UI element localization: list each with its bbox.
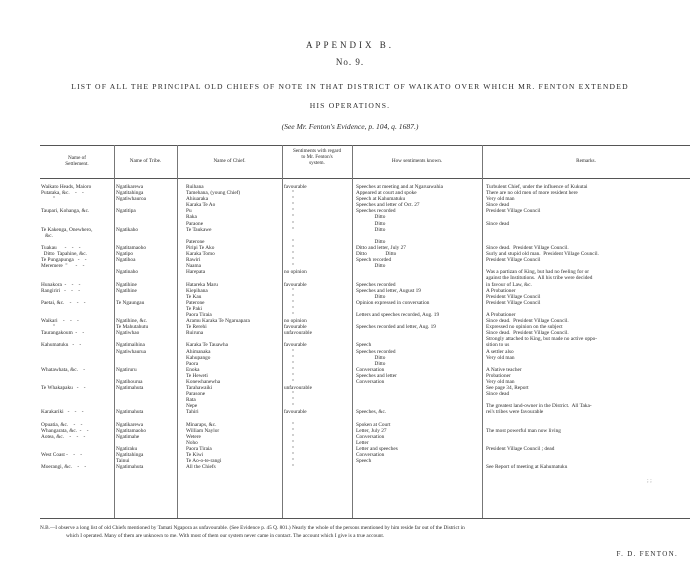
tribe-column	[116, 184, 176, 470]
how-cell: Speeches and letter, August 19	[356, 287, 421, 294]
chief-cell: Ahiuaraka	[186, 196, 209, 203]
how-cell: Speech at Kahumatuku	[356, 196, 406, 203]
how-cell: Ditto	[356, 293, 386, 300]
tribe-cell: Ngatimahuta	[116, 409, 144, 416]
footnote-line: N.B.—I observe a long list of old Chiefs mentioned by Tamati Ngapora as unfavourable. (See Evidence p. 45 Q. 801.) Nearly the whole of the persons mentioned by him reside far out of the District in	[40, 525, 465, 531]
tribe-cell: Ngatimahuta	[116, 464, 144, 471]
remarks-cell: Very old man	[486, 354, 515, 361]
tribe-cell: Ngatitahinga	[116, 452, 144, 459]
tribe-cell: Ngatihine	[116, 281, 137, 288]
chief-column	[186, 184, 281, 470]
how-cell: Speeches recorded	[356, 348, 396, 355]
how-cell: Speeches recorded	[356, 281, 396, 288]
sentiments-cell: "	[284, 366, 295, 373]
sentiments-cell: favourable	[284, 281, 307, 288]
tribe-cell: Ngatiruru	[116, 366, 137, 373]
sentiments-cell: "	[284, 433, 295, 440]
how-known-column	[356, 184, 481, 470]
chief-cell: Rawiri	[186, 257, 201, 264]
remarks-cell: A Probationer	[486, 287, 516, 294]
tribe-cell: Ngatikarewa	[116, 421, 144, 428]
how-cell: Opinion expressed in conversation	[356, 299, 430, 306]
sentiments-cell: "	[284, 458, 295, 465]
how-cell: Ditto	[356, 226, 386, 233]
remarks-cell: See Report of meeting at Kahumatuku	[486, 464, 568, 471]
how-cell: Conversation	[356, 433, 385, 440]
how-cell: Ditto	[356, 220, 386, 227]
settlement-cell: Rangiriri - - -	[41, 287, 80, 294]
sentiments-cell: "	[284, 251, 295, 258]
chief-cell: Hatareka Maru	[186, 281, 218, 288]
how-cell: Speech	[356, 342, 372, 349]
margin-mark: ; ;	[647, 478, 652, 484]
footnote	[40, 524, 690, 541]
sentiments-cell: unfavourable	[284, 385, 312, 392]
sentiments-cell: "	[284, 464, 295, 471]
document-title: LIST OF ALL THE PRINCIPAL OLD CHIEFS OF NOTE IN THAT DISTRICT OF WAIKATO OVER WHICH MR. FENTON EXTENDED	[71, 82, 629, 91]
settlement-cell: Waikato Heads, Maioro	[41, 184, 92, 190]
chief-cell: Ruihana	[186, 184, 204, 190]
remarks-cell: against the Institutions. All his tribe were decided	[486, 275, 593, 282]
how-cell: Ditto Ditto	[356, 251, 397, 258]
sentiments-cell: "	[284, 196, 295, 203]
how-cell: Conversation	[356, 366, 385, 373]
remarks-cell: Since dead	[486, 202, 510, 209]
chief-cell: Paora Tiraia	[186, 446, 212, 453]
sentiments-cell: "	[284, 446, 295, 453]
chief-cell: Aramu Karaka Te Ngaruapara	[186, 318, 250, 325]
tribe-cell: Ngatinaho	[116, 269, 139, 276]
chief-cell: Te Kau	[186, 293, 202, 300]
remarks-cell: President Village Council	[486, 299, 541, 306]
tribe-cell: Ngatimahuta	[116, 385, 144, 392]
how-cell: Conversation	[356, 379, 385, 385]
settlement-cell: Opuatia, &c. - -	[41, 421, 83, 428]
settlement-cell: Te Kakenga, Onewhero,	[41, 226, 93, 233]
tribe-cell: Ngatimahe	[116, 433, 140, 440]
chief-cell: Wetere	[186, 433, 201, 440]
chief-cell: Ruiruna	[186, 330, 204, 337]
how-cell: Speeches and letter	[356, 372, 397, 379]
settlement-cell: Taurangakoum - -	[41, 330, 85, 337]
settlement-cell: "	[41, 196, 56, 203]
tribe-cell: Te Ngaungau	[116, 299, 145, 306]
chief-cell: Te Heweti	[186, 372, 208, 379]
column-divider	[177, 145, 178, 518]
chief-cell: Minaraps, &c.	[186, 421, 217, 428]
remarks-cell: Very old man	[486, 379, 515, 385]
table-bottom-rule	[40, 518, 690, 519]
how-cell: Ditto	[356, 360, 386, 367]
sentiments-cell: "	[284, 439, 295, 446]
how-cell: Appeared at court and spoke	[356, 190, 417, 197]
tribe-cell: Ngatikarewa	[116, 184, 144, 190]
settlement-cell: Meremere " - -	[41, 263, 85, 270]
remarks-cell: rei's tribes were favourable	[486, 409, 544, 416]
how-cell: Speech	[356, 458, 372, 465]
settlement-cell: Te Pungapunga - -	[41, 257, 87, 264]
chief-cell: Konewhanewha	[186, 379, 221, 385]
remarks-cell: Probationer	[486, 372, 511, 379]
settlement-cell: Putataka, &c. - -	[41, 190, 84, 197]
how-cell: Letter and speeches	[356, 446, 398, 453]
chief-cell: Tamehana, (young Chief)	[186, 190, 241, 197]
sentiments-cell: "	[284, 226, 295, 233]
appendix-heading: APPENDIX B.	[305, 40, 394, 50]
settlement-cell: Te Whakapaku - -	[41, 385, 86, 392]
sentiments-cell: "	[284, 220, 295, 227]
chief-cell: Te Kiwi	[186, 452, 204, 459]
sentiments-cell: "	[284, 391, 295, 398]
remarks-cell: The greatest land-owner in the District. All Taka-	[486, 403, 592, 410]
remarks-cell: Since dead. President Village Council.	[486, 244, 569, 251]
chief-cell: Tahiri	[186, 409, 199, 416]
tribe-cell: Tainui	[116, 458, 130, 465]
chief-cell: William Naylor	[186, 427, 220, 434]
chief-cell: Karaka Te Tauawha	[186, 342, 229, 349]
chief-cell: Paterone	[186, 299, 205, 306]
chief-cell: Te Ao-o-te-rangi	[186, 458, 222, 465]
chief-cell: Te Paki	[186, 305, 202, 312]
sentiments-cell: "	[284, 354, 295, 361]
tribe-cell: Ngatitipa	[116, 208, 136, 215]
settlement-column	[41, 184, 113, 470]
document-title-continued: HIS OPERATIONS.	[309, 101, 391, 110]
sentiments-cell: no opinion	[284, 318, 307, 325]
column-header-remarks: Remarks.	[576, 158, 596, 164]
tribe-cell: Ngatihoa	[116, 257, 136, 264]
sentiments-cell: "	[284, 293, 295, 300]
settlement-cell: Paetai, &c. - - -	[41, 299, 86, 306]
sentiments-cell: "	[284, 403, 295, 410]
column-divider	[282, 145, 283, 518]
sentiments-cell: favourable	[284, 324, 307, 331]
how-cell: Speeches and letter of Oct. 27	[356, 202, 420, 209]
settlement-cell: West Coast - - -	[41, 452, 83, 459]
sentiments-cell: favourable	[284, 184, 307, 190]
settlement-cell: Aotea, &c. - - -	[41, 433, 86, 440]
column-divider	[114, 145, 115, 518]
sentiments-cell: "	[284, 257, 295, 264]
remarks-cell: Strongly attached to King, but made no active oppo-	[486, 336, 598, 343]
remarks-cell: Turbulent Chief, under the influence of Kukutai	[486, 184, 588, 190]
sentiments-cell: "	[284, 244, 295, 251]
table-header-rule	[40, 178, 690, 179]
sentiments-cell: "	[284, 311, 295, 318]
chief-cell: Karaka Tomo	[186, 251, 215, 258]
tribe-cell: Ngatiwhaurua	[116, 348, 147, 355]
tribe-cell: Ngatiraku	[116, 446, 138, 453]
sentiments-cell: "	[284, 379, 295, 385]
sentiments-cell: "	[284, 190, 295, 197]
remarks-cell: A Probationer	[486, 311, 516, 318]
remarks-cell: President Village Council	[486, 208, 541, 215]
settlement-cell: &c.	[41, 232, 53, 239]
settlement-cell: Karakariki - - -	[41, 409, 84, 416]
tribe-cell: Ngatihine, &c.	[116, 318, 148, 325]
sentiments-cell: "	[284, 202, 295, 209]
sentiments-cell: no opinion	[284, 269, 307, 276]
sentiments-cell: "	[284, 427, 295, 434]
chief-cell: Tarahawaiki	[186, 385, 213, 392]
column-header-chief: Name of Chief.	[213, 158, 246, 164]
how-cell	[356, 464, 481, 470]
how-cell: Letter, July 27	[356, 427, 387, 434]
remarks-cell: Expressed no opinion on the subject	[486, 324, 563, 331]
settlement-cell: Waikari - - -	[41, 318, 79, 325]
remarks-cell: in favour of Law, &c.	[486, 281, 532, 288]
chief-cell: Te Rerehi	[186, 324, 207, 331]
how-cell: Ditto	[356, 238, 386, 245]
settlement-cell: Whangarata, &c. - -	[41, 427, 89, 434]
chief-cell: Pu	[186, 208, 192, 215]
chief-cell: Paora Tiraia	[186, 311, 212, 318]
remarks-cell: The most powerful man now living	[486, 427, 561, 434]
remarks-cell: A settler also	[486, 348, 514, 355]
chief-cell: Piripi Te Ako	[186, 244, 215, 251]
sentiments-cell: "	[284, 305, 295, 312]
sentiments-cell: favourable	[284, 409, 307, 416]
chief-cell: Nepe	[186, 403, 198, 410]
sentiments-cell: "	[284, 360, 295, 367]
table-top-rule	[40, 145, 690, 146]
column-divider	[482, 145, 483, 518]
chief-cell: Parasone	[186, 391, 206, 398]
tribe-cell: Ngatitamaoho	[116, 427, 147, 434]
sentiments-cell: "	[284, 397, 295, 404]
how-cell: Speeches recorded and letter, Aug. 19	[356, 324, 436, 331]
sentiments-cell: "	[284, 421, 295, 428]
column-header-settlement: Name of Settlement.	[65, 155, 89, 167]
remarks-cell: Since dead	[486, 391, 510, 398]
remarks-cell: A Native teacher	[486, 366, 522, 373]
sentiments-cell: unfavourable	[284, 330, 312, 337]
sentiments-cell: favourable	[284, 342, 307, 349]
tribe-cell: Ngatimaihina	[116, 342, 145, 349]
how-cell: Ditto and letter, July 27	[356, 244, 406, 251]
chief-cell: Noho	[186, 439, 198, 446]
settlement-cell: "	[41, 324, 56, 331]
tribe-cell: Ngatihourua	[116, 379, 143, 385]
sentiments-cell: "	[284, 214, 295, 221]
how-cell: Speeches recorded	[356, 208, 396, 215]
how-cell: Speech recorded	[356, 257, 392, 264]
sentiments-cell: "	[284, 299, 295, 306]
settlement-cell: Hunakora - - -	[41, 281, 81, 288]
chief-cell: Paterone	[186, 238, 205, 245]
footnote-line: which I operated. Many of them are unknown to me. With most of them our system never came in contact. The account which I give is a true account.	[66, 533, 385, 540]
remarks-column	[486, 184, 689, 470]
settlement-cell: Taupari, Kohanga, &c.	[41, 208, 90, 215]
tribe-cell: Te Mahutahutu	[116, 324, 149, 331]
chief-cell: All the Chiefs	[186, 464, 216, 471]
remarks-cell: See page 34, Report	[486, 385, 529, 392]
how-cell: Ditto	[356, 214, 386, 221]
remarks-cell: sition to us	[486, 342, 510, 349]
signature: F. D. FENTON.	[616, 550, 678, 558]
tribe-cell: Ngatitahinga	[116, 190, 144, 197]
how-cell: Ditto	[356, 354, 386, 361]
chief-cell: Naama	[186, 263, 201, 270]
sentiments-cell: "	[284, 263, 295, 270]
tribe-cell: Ngatitamaoho	[116, 244, 147, 251]
tribe-cell: Ngatihine	[116, 287, 137, 294]
remarks-cell: President Village Council ; dead	[486, 446, 555, 453]
chief-cell: Rata	[186, 397, 196, 404]
chief-cell: Kiepihana	[186, 287, 208, 294]
remarks-cell: Very old man	[486, 196, 515, 203]
column-header-how-known: How sentiments known.	[391, 158, 443, 164]
how-cell: Speeches, &c.	[356, 409, 387, 416]
remarks-cell: Since dead	[486, 220, 510, 227]
how-cell: Ditto	[356, 263, 386, 270]
evidence-citation: (See Mr. Fenton's Evidence, p. 104, q. 1687.)	[281, 122, 419, 131]
sentiments-cell: "	[284, 348, 295, 355]
tribe-cell: Ngatiwhao	[116, 330, 140, 337]
remarks-cell: There are no old men of more resident here	[486, 190, 578, 197]
sentiments-cell: "	[284, 372, 295, 379]
remarks-cell: Since dead. President Village Council.	[486, 318, 569, 325]
chief-cell: Harepata	[186, 269, 206, 276]
remarks-cell: President Village Council	[486, 257, 541, 264]
chief-cell: Karaka Te Ao	[186, 202, 216, 209]
chief-cell: Ahimanaka	[186, 348, 211, 355]
remarks-cell: Surly and stupid old man. President Village Council.	[486, 251, 599, 258]
column-divider	[352, 145, 353, 518]
sentiments-cell: "	[284, 452, 295, 459]
how-cell: Speeches at meeting and at Ngaruawahia	[356, 184, 443, 190]
remarks-cell: President Village Council	[486, 293, 541, 300]
sentiments-cell: "	[284, 238, 295, 245]
document-number: No. 9.	[335, 57, 365, 67]
tribe-cell: Ngatiwhauroa	[116, 196, 147, 203]
tribe-cell: Ngatipo	[116, 251, 134, 258]
column-header-tribe: Name of Tribe.	[129, 158, 162, 164]
remarks-cell: Since dead. President Village Council.	[486, 330, 569, 337]
chief-cell: Kahupango	[186, 354, 211, 361]
chief-cell: Te Taukawe	[186, 226, 212, 233]
chief-cell: Paraone	[186, 220, 204, 227]
how-cell: Conversation	[356, 452, 385, 459]
how-cell: Letters and speeches recorded, Aug. 19	[356, 311, 440, 318]
sentiments-column	[284, 184, 351, 470]
settlement-cell: Ditto Tapahine, &c.	[41, 251, 87, 258]
how-cell: Spoken at Court	[356, 421, 391, 428]
column-header-sentiments: Sentiments with regard to Mr. Fenton's system.	[292, 148, 342, 166]
chief-cell: Paora	[186, 360, 199, 367]
sentiments-cell: "	[284, 208, 295, 215]
how-cell: Letter	[356, 439, 369, 446]
settlement-cell: Tuakau - - -	[41, 244, 81, 251]
settlement-cell: Kahumatuku - -	[41, 342, 82, 349]
remarks-cell: Was a partizan of King, but had no feeling for or	[486, 269, 589, 276]
chief-cell: Enoka	[186, 366, 200, 373]
settlement-cell: Whatawhata, &c. -	[41, 366, 85, 373]
sentiments-cell: "	[284, 287, 295, 294]
settlement-cell: Moerangi, &c. - -	[41, 464, 87, 471]
tribe-cell: Ngatikaho	[116, 226, 139, 233]
chief-cell: Raka	[186, 214, 197, 221]
